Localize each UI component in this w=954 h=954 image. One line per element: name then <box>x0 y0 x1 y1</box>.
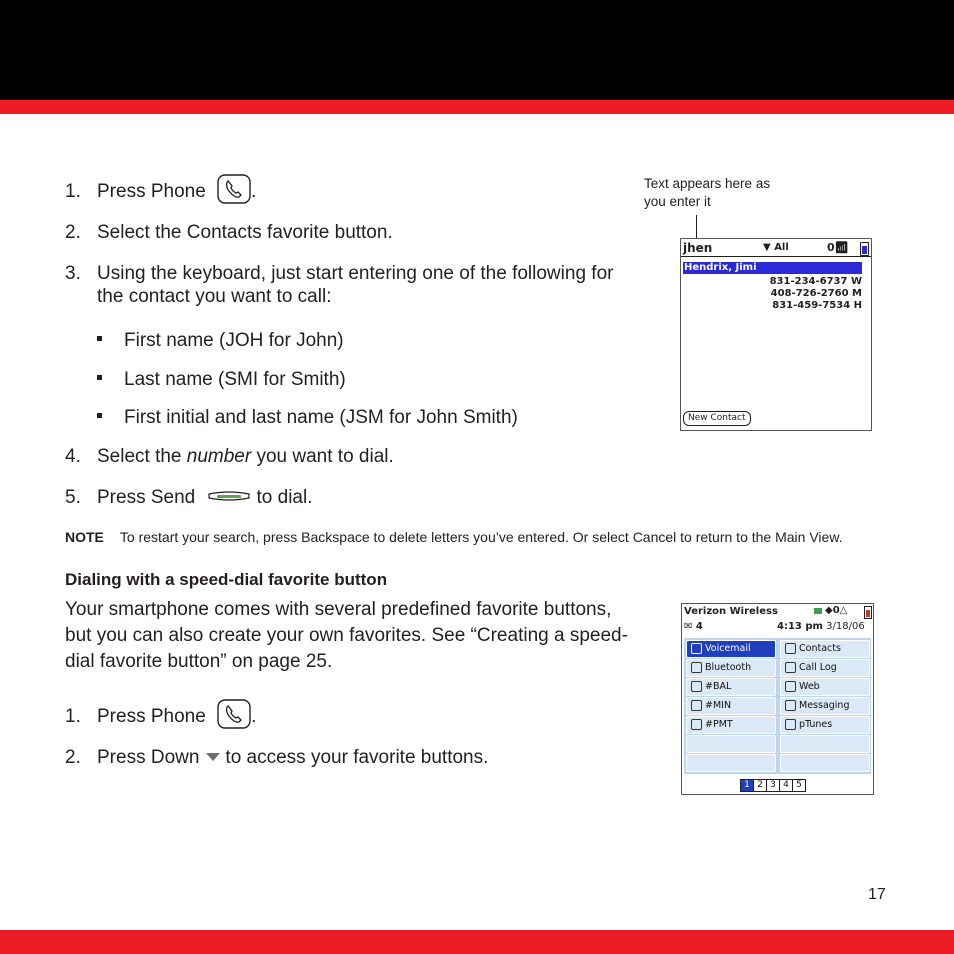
message-count: ✉ 4 <box>684 621 703 632</box>
phone-key-icon <box>217 174 251 204</box>
category-dropdown[interactable]: ▼ All <box>763 242 789 253</box>
contact-row-highlighted[interactable]: Hendrix, Jimi <box>683 262 862 274</box>
new-contact-button[interactable]: New Contact <box>683 411 751 426</box>
favorite-button-empty[interactable] <box>780 754 870 772</box>
bullet-initial-last-name: First initial and last name (JSM for John Smith) <box>97 406 518 429</box>
step-5: 5. Press Send to dial. <box>65 487 313 508</box>
bullet-marker <box>97 375 102 380</box>
call-log-icon <box>785 662 796 673</box>
favorite-button-empty[interactable] <box>686 754 776 772</box>
page-tab-4[interactable]: 4 <box>779 780 792 791</box>
page-number: 17 <box>868 886 886 903</box>
bullet-first-name: First name (JOH for John) <box>97 329 344 352</box>
header-red-stripe <box>0 100 954 114</box>
phone-number-list <box>770 276 862 312</box>
note-label: NOTE <box>65 529 104 545</box>
step-b-2: 2. Press Down to access your favorite buttons. <box>65 747 489 768</box>
favorite-button[interactable]: Contacts <box>780 640 870 658</box>
page-tab-3[interactable]: 3 <box>766 780 779 791</box>
footer-red-bar <box>0 930 954 954</box>
signal-icon: ◆0△ <box>825 605 848 616</box>
favorite-button[interactable]: #MIN <box>686 697 776 715</box>
phone-number[interactable]: 831-459-7534 H <box>772 300 862 311</box>
page-tab-2[interactable]: 2 <box>753 780 766 791</box>
search-underline <box>681 256 871 257</box>
ptunes-icon <box>785 719 796 730</box>
step-2: 2. Select the Contacts favorite button. <box>65 222 393 243</box>
messaging-icon <box>785 700 796 711</box>
favorite-button[interactable]: Web <box>780 678 870 696</box>
favorite-button[interactable]: Voicemail <box>686 640 776 658</box>
favorites-grid <box>684 638 871 774</box>
voicemail-icon <box>691 643 702 654</box>
signal-icon: 0📶︎ <box>827 241 849 254</box>
section-paragraph: Your smartphone comes with several predefined favorite buttons, but you can also create your own favorites. See “Creating a speed-dial favorite button” on page 25. <box>65 599 628 672</box>
page-tab-5[interactable]: 5 <box>792 780 805 791</box>
favorites-screenshot <box>681 603 874 795</box>
contacts-icon <box>785 643 796 654</box>
note-text: To restart your search, press Backspace to delete letters you’ve entered. Or select Cancel to return to the Main View. <box>119 529 843 545</box>
phone-book-icon <box>691 700 702 711</box>
step-b-1: 1. Press Phone . <box>65 702 256 732</box>
note <box>65 528 843 546</box>
favorite-button[interactable]: pTunes <box>780 716 870 734</box>
datetime: 4:13 pm 3/18/06 <box>777 621 865 632</box>
search-input[interactable]: jhen <box>683 241 713 255</box>
favorite-button[interactable]: #PMT <box>686 716 776 734</box>
phone-book-icon <box>691 719 702 730</box>
phone-number[interactable]: 831-234-6737 W <box>769 276 862 287</box>
contacts-screenshot <box>680 238 872 431</box>
bullet-last-name: Last name (SMI for Smith) <box>97 368 346 391</box>
section-heading: Dialing with a speed-dial favorite button <box>65 570 388 589</box>
phone-book-icon <box>691 681 702 692</box>
favorite-button[interactable]: #BAL <box>686 678 776 696</box>
envelope-icon: ✉ <box>684 621 693 632</box>
callout-text: Text appears here as you enter it <box>644 176 771 209</box>
chevron-down-icon: ▼ <box>763 242 771 253</box>
phone-number[interactable]: 408-726-2760 M <box>770 288 862 299</box>
carrier-name: Verizon Wireless <box>684 606 778 617</box>
favorite-button-empty[interactable] <box>686 735 776 753</box>
phone-key-icon <box>217 699 251 729</box>
step-1: 1. Press Phone . <box>65 177 256 207</box>
data-indicator-icon <box>814 608 822 614</box>
battery-icon <box>864 606 872 619</box>
bullet-marker <box>97 413 102 418</box>
favorite-button-empty[interactable] <box>780 735 870 753</box>
step-4: 4. Select the number you want to dial. <box>65 446 394 467</box>
step-3: 3. Using the keyboard, just start entering one of the following for the contact you want to call: <box>65 263 614 307</box>
battery-icon <box>860 242 869 256</box>
bluetooth-icon <box>691 662 702 673</box>
bullet-marker <box>97 336 102 341</box>
web-icon <box>785 681 796 692</box>
page-tab-1[interactable]: 1 <box>741 780 753 791</box>
send-key-icon <box>207 489 251 503</box>
favorite-button[interactable]: Messaging <box>780 697 870 715</box>
favorite-button[interactable]: Bluetooth <box>686 659 776 677</box>
page-selector <box>740 779 806 792</box>
page-header-bar <box>0 0 954 100</box>
favorite-button[interactable]: Call Log <box>780 659 870 677</box>
down-arrow-icon <box>205 752 221 762</box>
